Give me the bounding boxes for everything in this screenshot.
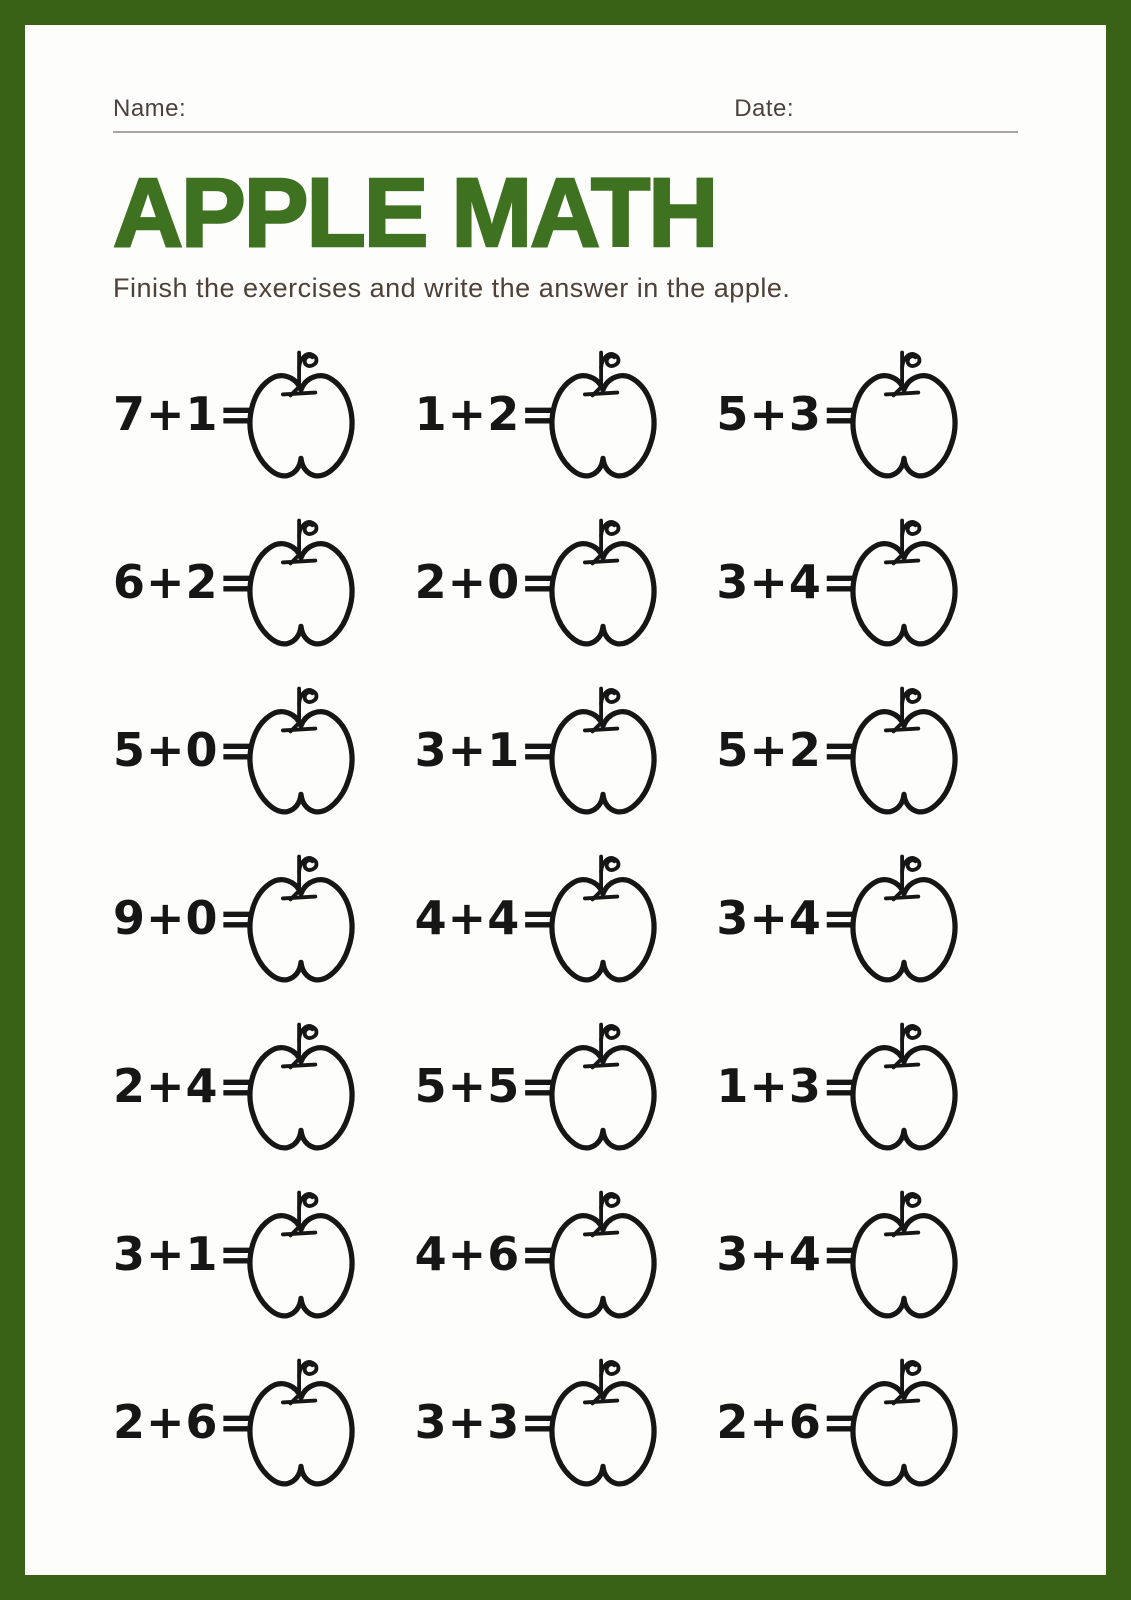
apple-outline-icon[interactable] — [842, 1183, 966, 1325]
problem-text: 4+6= — [414, 1227, 560, 1282]
date-label: Date: — [734, 95, 795, 122]
exercise-cell — [113, 1338, 415, 1506]
apple-outline-icon[interactable] — [239, 679, 363, 821]
exercise-cell — [113, 1170, 415, 1338]
apple-outline-icon[interactable] — [541, 1015, 665, 1157]
exercise-cell — [415, 330, 717, 498]
problem-text: 3+4= — [716, 1227, 862, 1282]
exercise-cell — [415, 1338, 717, 1506]
problem-text: 9+0= — [113, 891, 259, 946]
problem-text: 5+0= — [113, 723, 259, 778]
apple-outline-icon[interactable] — [842, 343, 966, 485]
apple-outline-icon[interactable] — [541, 679, 665, 821]
exercise-cell — [415, 498, 717, 666]
apple-outline-icon[interactable] — [239, 1183, 363, 1325]
name-label: Name: — [113, 95, 187, 122]
problem-text: 1+3= — [716, 1059, 862, 1114]
exercise-cell — [113, 1002, 415, 1170]
exercise-cell — [113, 330, 415, 498]
apple-outline-icon[interactable] — [239, 511, 363, 653]
problem-text: 2+4= — [113, 1059, 259, 1114]
exercise-cell — [716, 1002, 1018, 1170]
instructions-text: Finish the exercises and write the answer in the apple. — [113, 273, 791, 304]
exercise-cell — [113, 498, 415, 666]
page-title: APPLE MATH — [113, 158, 717, 267]
header — [113, 25, 1018, 123]
exercise-cell — [113, 834, 415, 1002]
problem-text: 2+6= — [113, 1395, 259, 1450]
problem-text: 4+4= — [414, 891, 560, 946]
exercise-cell — [716, 330, 1018, 498]
exercise-cell — [716, 498, 1018, 666]
apple-outline-icon[interactable] — [541, 343, 665, 485]
problem-text: 2+0= — [414, 555, 560, 610]
exercise-cell — [415, 1170, 717, 1338]
exercise-cell — [415, 834, 717, 1002]
apple-outline-icon[interactable] — [239, 343, 363, 485]
apple-outline-icon[interactable] — [842, 511, 966, 653]
apple-outline-icon[interactable] — [541, 847, 665, 989]
exercise-cell — [716, 1170, 1018, 1338]
problem-text: 6+2= — [113, 555, 259, 610]
worksheet-content — [25, 25, 1106, 1506]
exercise-cell — [415, 666, 717, 834]
apple-outline-icon[interactable] — [239, 1015, 363, 1157]
problem-text: 3+1= — [113, 1227, 259, 1282]
apple-outline-icon[interactable] — [842, 1015, 966, 1157]
problem-text: 3+4= — [716, 891, 862, 946]
apple-outline-icon[interactable] — [842, 679, 966, 821]
problem-text: 5+2= — [716, 723, 862, 778]
problem-text: 1+2= — [414, 387, 560, 442]
exercise-grid — [113, 330, 1018, 1506]
apple-outline-icon[interactable] — [239, 1351, 363, 1493]
problem-text: 5+5= — [414, 1059, 560, 1114]
apple-outline-icon[interactable] — [541, 511, 665, 653]
exercise-cell — [716, 666, 1018, 834]
problem-text: 5+3= — [716, 387, 862, 442]
name-date-fill-line[interactable] — [113, 131, 1018, 133]
problem-text: 3+1= — [414, 723, 560, 778]
apple-outline-icon[interactable] — [842, 1351, 966, 1493]
exercise-cell — [716, 834, 1018, 1002]
problem-text: 3+4= — [716, 555, 862, 610]
problem-text: 3+3= — [414, 1395, 560, 1450]
exercise-cell — [415, 1002, 717, 1170]
apple-outline-icon[interactable] — [541, 1183, 665, 1325]
apple-outline-icon[interactable] — [541, 1351, 665, 1493]
apple-outline-icon[interactable] — [842, 847, 966, 989]
exercise-cell — [113, 666, 415, 834]
problem-text: 2+6= — [716, 1395, 862, 1450]
exercise-cell — [716, 1338, 1018, 1506]
problem-text: 7+1= — [113, 387, 259, 442]
apple-outline-icon[interactable] — [239, 847, 363, 989]
